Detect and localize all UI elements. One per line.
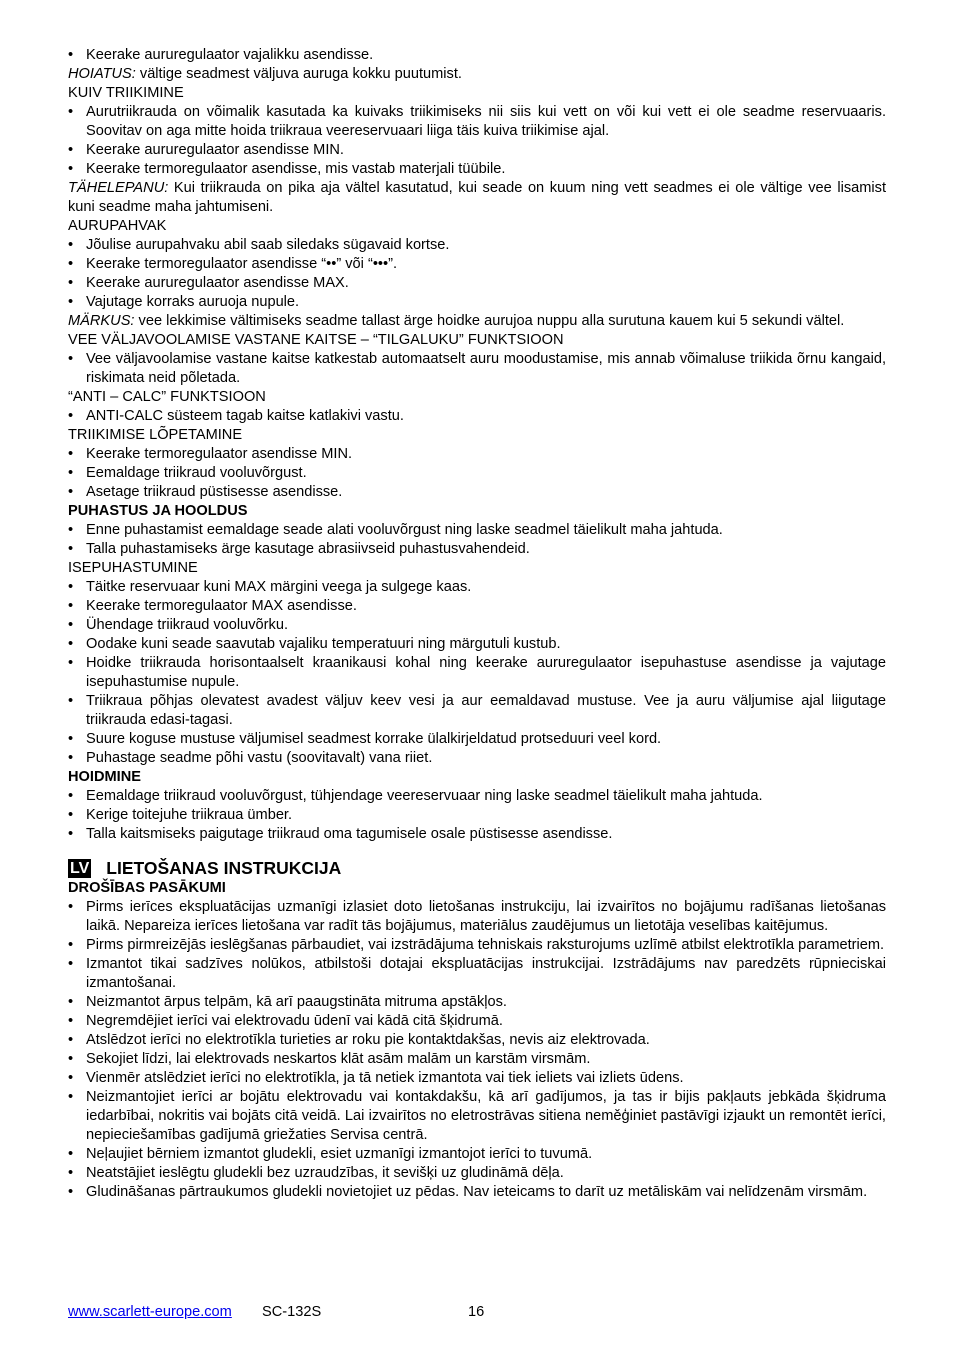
bullet-item: • Vee väljavoolamise vastane kaitse katkestab automaatselt auru moodustamise, mis annab võimaluse triikida õrnu kangaid, riskimata neid põletada. bbox=[68, 350, 886, 388]
bullet-item: • Oodake kuni seade saavutab vajaliku temperatuuri ning märgutuli kustub. bbox=[68, 635, 886, 654]
website-link[interactable]: www.scarlett-europe.com bbox=[68, 1304, 232, 1320]
bullet-item: • Enne puhastamist eemaldage seade alati vooluvõrgust ning laske seadmel täielikult maha jahtuda. bbox=[68, 521, 886, 540]
section-heading: AURUPAHVAK bbox=[68, 218, 167, 234]
bullet-item: • Vienmēr atslēdziet ierīci no elektrotīkla, ja tā netiek izmantota vai tiek ieliets vai izliets ūdens. bbox=[68, 1069, 886, 1088]
page-number: 16 bbox=[468, 1304, 485, 1320]
section-title: DROŠĪBAS PASĀKUMI bbox=[68, 880, 226, 896]
section-heading: KUIV TRIIKIMINE bbox=[68, 85, 184, 101]
bullet-item: • Puhastage seadme põhi vastu (soovitavalt) vana riiet. bbox=[68, 749, 886, 768]
bullet-item: • Sekojiet līdzi, lai elektrovads neskartos klāt asām malām un karstām virsmām. bbox=[68, 1050, 886, 1069]
bullet-item: • Eemaldage triikraud vooluvõrgust. bbox=[68, 464, 886, 483]
document-body bbox=[68, 46, 886, 1202]
bullet-item: • Aurutriikrauda on võimalik kasutada ka kuivaks triikimiseks nii siis kui vett on või kui vett ei ole seadme reservuaaris. Soovitav on aga mitte hoida triikraua veereservuaari liiga täis kuiva triikimise ajal. bbox=[68, 103, 886, 141]
bullet-item: • ANTI-CALC süsteem tagab kaitse katlakivi vastu. bbox=[68, 407, 886, 426]
note-paragraph bbox=[68, 179, 886, 217]
bullet-item: • Triikraua põhjas olevatest avadest väljuv keev vesi ja aur eemaldavad mustuse. Vee ja auru väljumise ajal liigutage triikrauda edasi-tagasi. bbox=[68, 692, 886, 730]
bullet-item: • Eemaldage triikraud vooluvõrgust, tühjendage veereservuaar ning laske seadmel täielikult maha jahtuda. bbox=[68, 787, 886, 806]
section-heading: ISEPUHASTUMINE bbox=[68, 560, 198, 576]
bullet-item: • Jõulise aurupahvaku abil saab siledaks sügavaid kortse. bbox=[68, 236, 886, 255]
bullet-item: • Neizmantot ārpus telpām, kā arī paaugstināta mitruma apstākļos. bbox=[68, 993, 886, 1012]
note-label: HOIATUS: bbox=[68, 66, 136, 82]
model-number: SC-132S bbox=[262, 1304, 322, 1320]
bullet-item: • Pirms pirmreizējās ieslēgšanas pārbaudiet, vai izstrādājuma tehniskais raksturojums uzlīmē atbilst elektrotīkla parametriem. bbox=[68, 936, 886, 955]
bullet-item: • Keerake termoregulaator asendisse MIN. bbox=[68, 445, 886, 464]
section-heading: “ANTI – CALC” FUNKTSIOON bbox=[68, 389, 266, 405]
note-label: MÄRKUS: bbox=[68, 313, 135, 329]
bullet-item: • Talla puhastamiseks ärge kasutage abrasiivseid puhastusvahendeid. bbox=[68, 540, 886, 559]
bullet-item: • Vajutage korraks auruoja nupule. bbox=[68, 293, 886, 312]
note-paragraph bbox=[68, 312, 886, 331]
bullet-item: • Asetage triikraud püstisesse asendisse. bbox=[68, 483, 886, 502]
bullet-item: • Keerake aururegulaator asendisse MIN. bbox=[68, 141, 886, 160]
bullet-item: • Izmantot tikai sadzīves nolūkos, atbilstoši dotajai ekspluatācijas instrukcijai. Izstrādājums nav paredzēts rūpnieciskai izmantošanai. bbox=[68, 955, 886, 993]
bullet-item: • Negremdējiet ierīci vai elektrovadu ūdenī vai kādā citā šķidrumā. bbox=[68, 1012, 886, 1031]
note-text: vältige seadmest väljuva auruga kokku puutumist. bbox=[135, 66, 462, 82]
bullet-item: • Atslēdzot ierīci no elektrotīkla turieties ar roku pie kontaktdakšas, nevis aiz elektrovada. bbox=[68, 1031, 886, 1050]
note-paragraph bbox=[68, 65, 886, 84]
note-text: vee lekkimise vältimiseks seadme tallast ärge hoidke aurujoa nuppu alla surutuna kauem kui 5 sekundi vältel. bbox=[134, 313, 845, 329]
section-title: HOIDMINE bbox=[68, 769, 141, 785]
bullet-item: • Gludināšanas pārtraukumos gludekli novietojiet uz pēdas. Nav ieteicams to darīt uz metāliskām vai nelīdzenām virsmām. bbox=[68, 1183, 886, 1202]
note-label: TÄHELEPANU: bbox=[68, 180, 169, 196]
language-section-title: LIETOŠANAS INSTRUKCIJA bbox=[106, 858, 342, 878]
section-title: PUHASTUS JA HOOLDUS bbox=[68, 503, 248, 519]
bullet-item: • Keerake termoregulaator asendisse, mis vastab materjali tüübile. bbox=[68, 160, 886, 179]
bullet-item: • Keerake termoregulaator asendisse “••” või “•••”. bbox=[68, 255, 886, 274]
bullet-item: • Ühendage triikraud vooluvõrku. bbox=[68, 616, 886, 635]
note-text: Kui triikrauda on pika aja vältel kasutatud, kui seade on kuum ning vett seadmes ei ole vältige vee lisamist kuni seadme maha jahtumiseni. bbox=[68, 180, 886, 215]
bullet-item: • Täitke reservuaar kuni MAX märgini veega ja sulgege kaas. bbox=[68, 578, 886, 597]
section-heading: VEE VÄLJAVOOLAMISE VASTANE KAITSE – “TILGALUKU” FUNKTSIOON bbox=[68, 332, 564, 348]
bullet-item: • Keerake aururegulaator vajalikku asendisse. bbox=[68, 46, 886, 65]
section-heading: TRIIKIMISE LÕPETAMINE bbox=[68, 427, 243, 443]
bullet-item: • Neatstājiet ieslēgtu gludekli bez uzraudzības, it sevišķi uz gludināmā dēļa. bbox=[68, 1164, 886, 1183]
language-section-heading bbox=[68, 857, 886, 879]
bullet-item: • Keerake aururegulaator asendisse MAX. bbox=[68, 274, 886, 293]
bullet-item: • Neizmantojiet ierīci ar bojātu elektrovadu vai kontakdakšu, kā arī gadījumos, ja tas ir bijis pakļauts jebkāda šķidruma iedarbībai, nokritis vai bojāts citā veidā. Lai izvairītos no eletrostrāvas sitiena neměģiniet pastāvīgi izjaukt un remontēt ierīci, nepieciešamības gadījumā griežaties Servisa centrā. bbox=[68, 1088, 886, 1145]
bullet-item: • Kerige toitejuhe triikraua ümber. bbox=[68, 806, 886, 825]
bullet-item: • Keerake termoregulaator MAX asendisse. bbox=[68, 597, 886, 616]
bullet-item: • Neļaujiet bērniem izmantot gludekli, esiet uzmanīgi izmantojot ierīci to tuvumā. bbox=[68, 1145, 886, 1164]
bullet-item: • Suure koguse mustuse väljumisel seadmest korrake ülalkirjeldatud protseduuri veel kord. bbox=[68, 730, 886, 749]
language-badge: LV bbox=[70, 859, 90, 877]
bullet-item: • Pirms ierīces ekspluatācijas uzmanīgi izlasiet doto lietošanas instrukciju, lai izvairītos no bojājumu radīšanas lietošanas laikā. Nepareiza ierīces lietošana var radīt tās bojājumus, materiālus zaudējumus un lietotāja veselības kaitējumus. bbox=[68, 898, 886, 936]
bullet-item: • Hoidke triikrauda horisontaalselt kraanikausi kohal ning keerake aururegulaator isepuhastuse asendisse ja vajutage isepuhastumise nupule. bbox=[68, 654, 886, 692]
bullet-item: • Talla kaitsmiseks paigutage triikraud oma tagumisele osale püstisesse asendisse. bbox=[68, 825, 886, 844]
